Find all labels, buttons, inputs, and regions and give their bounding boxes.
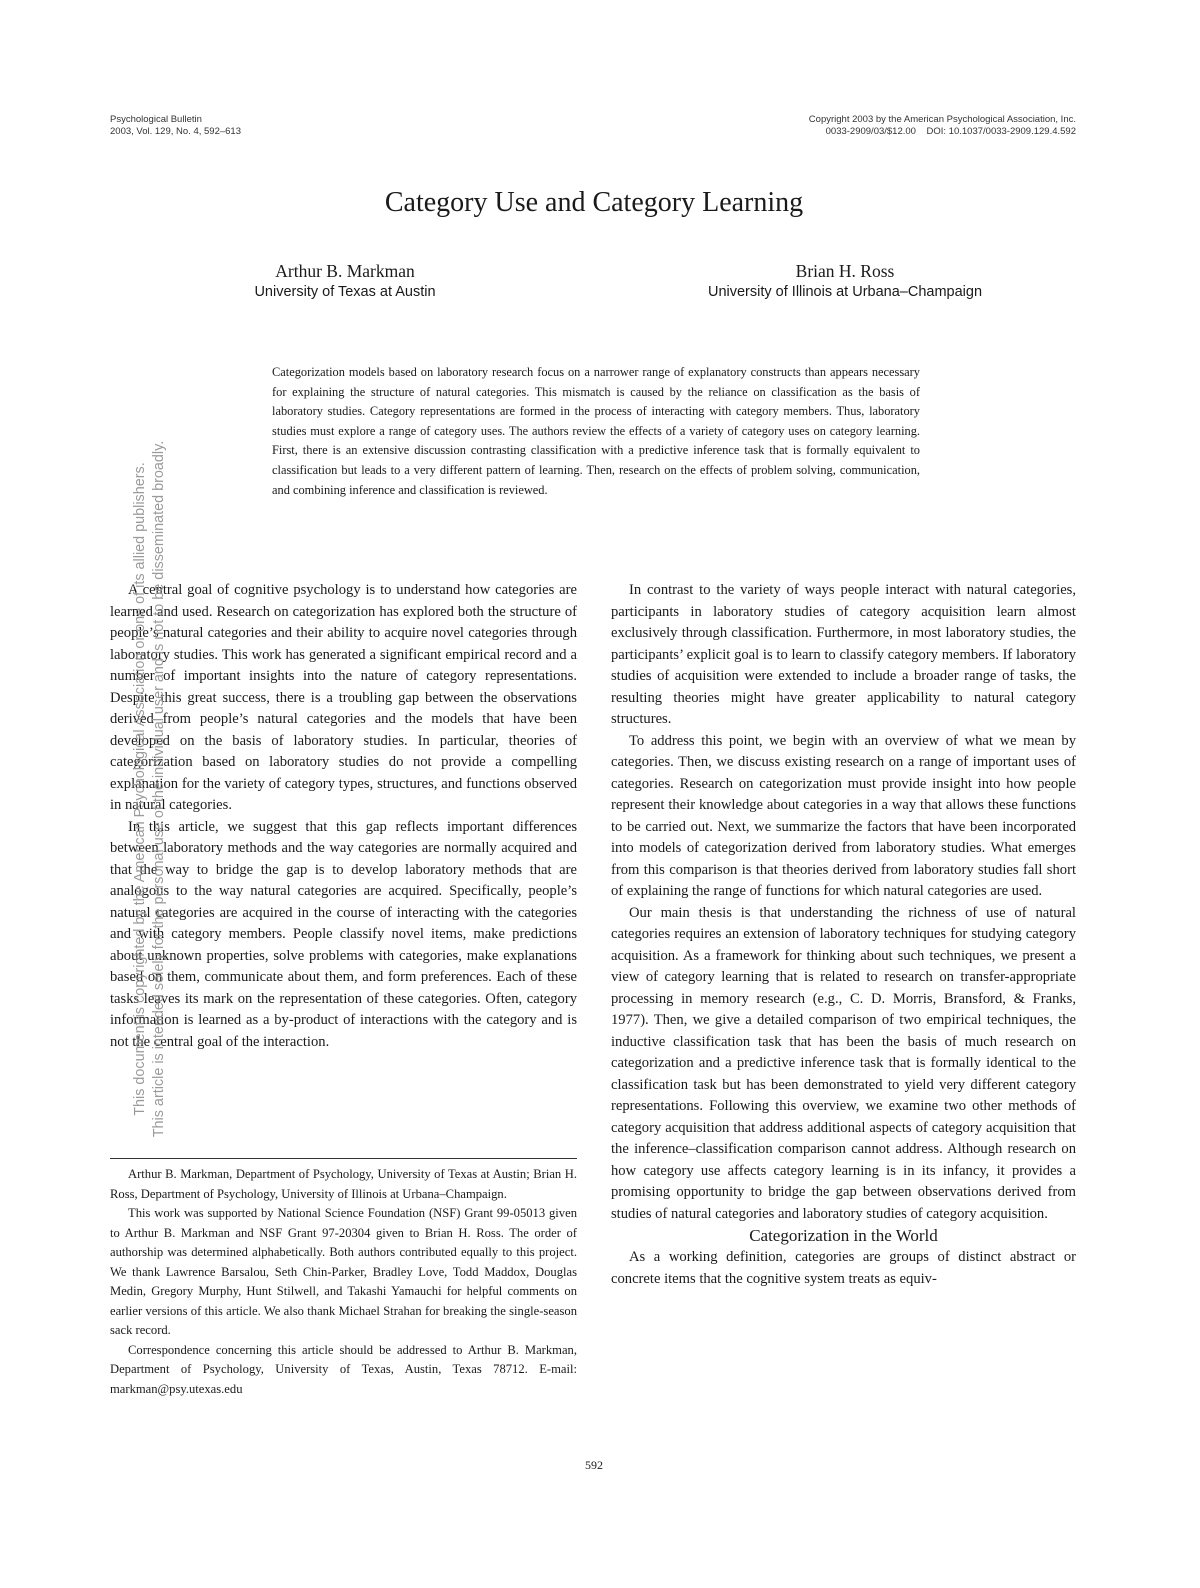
body-paragraph: In contrast to the variety of ways people interact with natural categories, participants in laboratory studies of category acquisition learn almost exclusively through classification. Furthermore, in most laboratory studies, the participants’ explicit goal is to learn to classify category members. If laboratory studies of acquisition were extended to include a broader range of tasks, the resulting theories might have greater applicability to natural category structures. (611, 582, 1076, 727)
page-number: 592 (585, 1458, 603, 1472)
copyright-header (809, 114, 1076, 138)
body-paragraph: In this article, we suggest that this gap reflects important differences between laboratory methods and the way categories are normally acquired and that the way to bridge the gap is to develop laboratory methods that are analogous to the way natural categories are acquired. Specifically, people’s natural categories are acquired in the course of interacting with the categories and with category members. People classify novel items, make predictions about unknown properties, solve problems with categories, make explanations based on them, communicate about them, and form preferences. Each of these tasks leaves its mark on the representation of these categories. Often, category information is learned as a by-product of interactions with the category and is not the central goal of the interaction. (110, 818, 577, 1050)
author-block-1 (225, 260, 465, 302)
author-affiliation: University of Texas at Austin (254, 284, 436, 300)
footnote-paragraph: Arthur B. Markman, Department of Psychology, University of Texas at Austin; Brian H. Ross, Department of Psychology, University of Illinois at Urbana–Champaign. (110, 1167, 577, 1201)
abstract: Categorization models based on laboratory research focus on a narrower range of explanatory constructs than appears necessary for explaining the structure of natural categories. This mismatch is caused by the reliance on classification as the basis of laboratory studies. Category representations are formed in the process of interacting with category members. Thus, laboratory studies must explore a range of category uses. The authors review the effects of a variety of category uses on category learning. First, there is an extensive discussion contrasting classification with a predictive inference task that is formally equivalent to classification but leads to a very different pattern of learning. Then, research on the effects of problem solving, communication, and combining inference and classification is reviewed. (272, 365, 920, 497)
copyright-watermark (131, 239, 169, 1339)
body-paragraph: A central goal of cognitive psychology is to understand how categories are learned and used. Research on categorization has explored both the structure of people’s natural categories and their ability to acquire novel categories through laboratory studies. This work has generated a significant empirical record and a number of important insights into the nature of category representations. Despite this great success, there is a troubling gap between the observations derived from people’s natural categories and the models that have been developed on the basis of laboratory studies. In particular, theories of categorization based on laboratory studies do not provide a compelling explanation for the variety of category types, structures, and functions observed in natural categories. (110, 582, 577, 813)
doi-line: 0033-2909/03/$12.00 DOI: 10.1037/0033-2909.129.4.592 (825, 126, 1076, 137)
body-column-right (611, 580, 1076, 1290)
article-title: Category Use and Category Learning (384, 187, 804, 218)
watermark-line: This document is copyrighted by the American Psychological Association or one of its allied publishers. (132, 462, 148, 1116)
body-column-left (110, 580, 577, 1053)
footnote-paragraph: Correspondence concerning this article should be addressed to Arthur B. Markman, Department of Psychology, University of Texas, Austin, Texas 78712. E-mail: markman@psy.utexas.edu (110, 1342, 577, 1396)
section-heading: Categorization in the World (749, 1226, 938, 1245)
body-paragraph: To address this point, we begin with an overview of what we mean by categories. Then, we discuss existing research on a range of important uses of categories. Research on categorization must provide insight into how people represent their knowledge about categories in a way that allows these functions to be carried out. Next, we summarize the factors that have been incorporated into models of categorization derived from laboratory studies. What emerges from this comparison is that theories derived from laboratory studies fall short of explaining the range of functions for which natural categories are used. (611, 732, 1076, 899)
journal-header (110, 114, 241, 138)
footnote-paragraph: This work was supported by National Science Foundation (NSF) Grant 99-05013 given to Arthur B. Markman and NSF Grant 97-20304 given to Brian H. Ross. The order of authorship was determined alphabetically. Both authors contributed equally to this project. We thank Lawrence Barsalou, Seth Chin-Parker, Bradley Love, Todd Maddox, Douglas Medin, Gregory Murphy, Hunt Stilwell, and Takashi Yamauchi for helpful comments on earlier versions of this article. We also thank Michael Strahan for breaking the single-season sack record. (110, 1206, 577, 1337)
author-block-2 (670, 260, 1020, 302)
footnote-divider (110, 1158, 577, 1159)
author-name: Brian H. Ross (795, 261, 895, 281)
journal-citation: 2003, Vol. 129, No. 4, 592–613 (110, 126, 241, 137)
author-affiliation: University of Illinois at Urbana–Champaign (707, 284, 983, 300)
watermark-line: This article is intended solely for the personal use of the individual user and is not to be disseminated broadly. (151, 440, 167, 1138)
author-name: Arthur B. Markman (275, 261, 415, 281)
author-footnotes (110, 1165, 577, 1399)
copyright-line: Copyright 2003 by the American Psychological Association, Inc. (808, 114, 1076, 125)
journal-name: Psychological Bulletin (110, 114, 202, 125)
body-paragraph: Our main thesis is that understanding the richness of use of natural categories requires an extension of laboratory techniques for studying category acquisition. As a framework for thinking about such techniques, we present a view of category learning that is related to research on transfer-appropriate processing in memory research (e.g., C. D. Morris, Bransford, & Franks, 1977). Then, we give a detailed comparison of two empirical techniques, the inductive classification task that has been the basis of much research on categorization and a predictive inference task that is formally identical to the classification task but has been demonstrated to yield very different category representations. Following this overview, we examine two other methods of category acquisition that address additional aspects of category acquisition that the inference–classification comparison cannot address. Although research on how category use affects category learning is in its infancy, it provides a promising opportunity to bridge the gap between observations derived from studies of natural categories and laboratory studies of category acquisition. (611, 904, 1076, 1222)
body-paragraph: As a working definition, categories are groups of distinct abstract or concrete items that the cognitive system treats as equiv- (611, 1249, 1076, 1287)
